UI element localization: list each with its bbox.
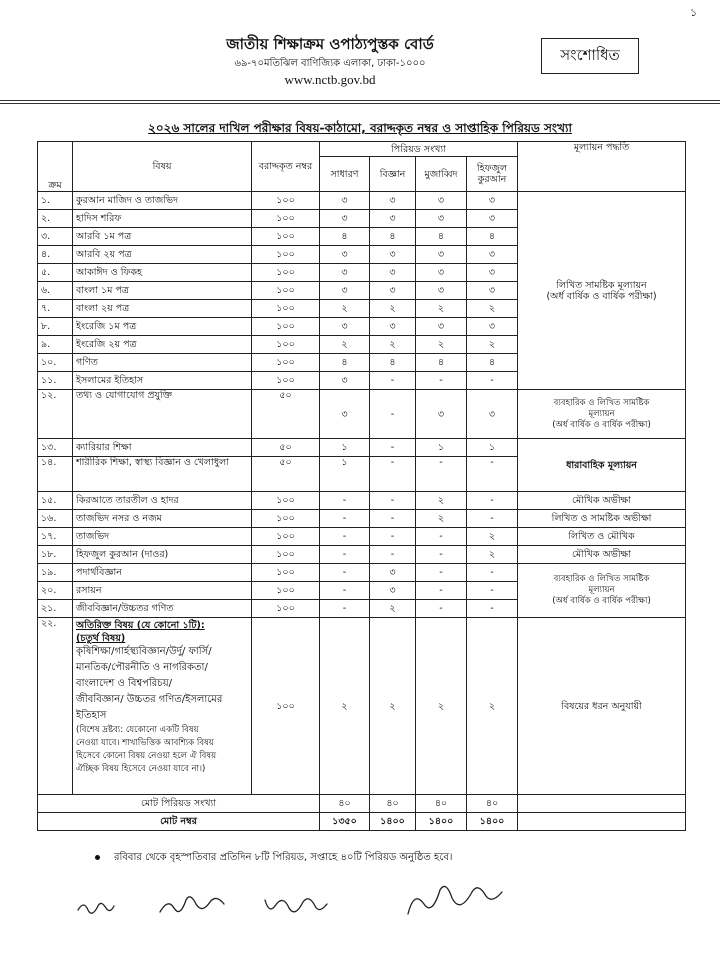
row-marks: ১০০ bbox=[252, 492, 320, 510]
total-marks-label: মোট নম্বর bbox=[38, 813, 320, 831]
row-hifzul: ৩ bbox=[467, 282, 518, 300]
row-subject: কুরআন মাজিদ ও তাজভিদ bbox=[73, 192, 252, 210]
revised-stamp: সংশোধিত bbox=[541, 38, 639, 74]
row-marks: ১০০ bbox=[252, 582, 320, 600]
total-marks-empty bbox=[518, 813, 686, 831]
row-marks: ১০০ bbox=[252, 192, 320, 210]
row-general: - bbox=[320, 582, 370, 600]
row-serial: ৩. bbox=[38, 228, 73, 246]
header-hifzul: হিফজুল কুরআন bbox=[467, 157, 518, 192]
row-hifzul: ৩ bbox=[467, 264, 518, 282]
row-marks: ৫০ bbox=[252, 457, 320, 492]
row-science: ৩ bbox=[370, 210, 416, 228]
assessment-written-summative-test: লিখিত ও সামষ্টিক অভীক্ষা bbox=[518, 510, 686, 528]
row-marks: ১০০ bbox=[252, 618, 320, 795]
row-marks: ১০০ bbox=[252, 600, 320, 618]
row-hifzul: ২ bbox=[467, 546, 518, 564]
row-science: ৪ bbox=[370, 354, 416, 372]
row-general: - bbox=[320, 528, 370, 546]
row-mujabbid: ৩ bbox=[416, 390, 467, 439]
total-marks-row bbox=[38, 813, 686, 831]
row-hifzul: - bbox=[467, 564, 518, 582]
row-hifzul: ২ bbox=[467, 528, 518, 546]
signature-3 bbox=[265, 899, 327, 912]
row-hifzul: ৩ bbox=[467, 192, 518, 210]
optional-subject-list: কৃষিশিক্ষা/গার্হস্থ্যবিজ্ঞান/উর্দু/ ফার্সি/ মানতিক/পৌরনীতি ও নাগরিকতা/ বাংলাদেশ ও বিশ্বপরিচয়/ জীববিজ্ঞান/ উচ্চতর গণিত/ইসলামের ইতিহাস bbox=[76, 646, 223, 721]
row-general: - bbox=[320, 492, 370, 510]
table-row bbox=[38, 492, 686, 510]
total-periods-label: মোট পিরিয়ড সংখ্যা bbox=[38, 795, 320, 813]
row-serial: ১. bbox=[38, 192, 73, 210]
row-hifzul: ২ bbox=[467, 618, 518, 795]
subject-structure-table bbox=[37, 141, 686, 831]
row-mujabbid: ৪ bbox=[416, 228, 467, 246]
row-hifzul: - bbox=[467, 510, 518, 528]
header-periods: পিরিয়ড সংখ্যা bbox=[320, 142, 518, 157]
row-hifzul: ৩ bbox=[467, 210, 518, 228]
row-science: ২ bbox=[370, 618, 416, 795]
row-marks: ১০০ bbox=[252, 246, 320, 264]
total-periods-science: ৪০ bbox=[370, 795, 416, 813]
table-row bbox=[38, 546, 686, 564]
row-marks: ১০০ bbox=[252, 354, 320, 372]
header-science: বিজ্ঞান bbox=[370, 157, 416, 192]
footnote-text: রবিবার থেকে বৃহস্পতিবার প্রতিদিন ৮টি পিরিয়ড, সপ্তাহে ৪০টি পিরিয়ড অনুষ্ঠিত হবে। bbox=[114, 852, 453, 863]
row-general: ৩ bbox=[320, 264, 370, 282]
row-serial: ২২. bbox=[38, 618, 73, 795]
org-address: ৬৯-৭০মতিঝিল বাণিজ্যিক এলাকা, ঢাকা-১০০০ bbox=[234, 58, 426, 69]
optional-subtitle: (চতুর্থ বিষয়) bbox=[76, 633, 126, 644]
row-hifzul: ২ bbox=[467, 300, 518, 318]
row-marks: ১০০ bbox=[252, 546, 320, 564]
row-marks: ৫০ bbox=[252, 390, 320, 439]
row-science: ২ bbox=[370, 600, 416, 618]
row-science: - bbox=[370, 390, 416, 439]
row-science: ৩ bbox=[370, 264, 416, 282]
row-mujabbid: ১ bbox=[416, 439, 467, 457]
row-general: ৪ bbox=[320, 354, 370, 372]
row-serial: ২০. bbox=[38, 582, 73, 600]
footnote bbox=[95, 850, 452, 867]
signature-4 bbox=[408, 886, 502, 914]
row-serial: ৫. bbox=[38, 264, 73, 282]
row-mujabbid: - bbox=[416, 546, 467, 564]
table-header-row bbox=[38, 142, 686, 157]
row-marks: ১০০ bbox=[252, 528, 320, 546]
row-mujabbid: ২ bbox=[416, 510, 467, 528]
row-general: ২ bbox=[320, 336, 370, 354]
row-subject: হিফজুল কুরআন (দাওর) bbox=[73, 546, 252, 564]
table-row bbox=[38, 564, 686, 582]
row-serial: ১৫. bbox=[38, 492, 73, 510]
total-periods-hifzul: ৪০ bbox=[467, 795, 518, 813]
total-periods-general: ৪০ bbox=[320, 795, 370, 813]
org-name: জাতীয় শিক্ষাক্রম ওপাঠ্যপুস্তক বোর্ড bbox=[226, 35, 434, 53]
row-serial: ১৩. bbox=[38, 439, 73, 457]
row-mujabbid: - bbox=[416, 582, 467, 600]
row-science: - bbox=[370, 439, 416, 457]
table-row bbox=[38, 510, 686, 528]
row-general: ৩ bbox=[320, 192, 370, 210]
header-serial: ক্রম bbox=[38, 142, 73, 192]
row-serial: ১৬. bbox=[38, 510, 73, 528]
row-subject: আকাঈদ ও ফিকহ bbox=[73, 264, 252, 282]
row-science: ৩ bbox=[370, 282, 416, 300]
row-marks: ১০০ bbox=[252, 564, 320, 582]
row-marks: ১০০ bbox=[252, 228, 320, 246]
row-general: - bbox=[320, 546, 370, 564]
row-subject: তথ্য ও যোগাযোগ প্রযুক্তি bbox=[73, 390, 252, 439]
row-serial: ১৭. bbox=[38, 528, 73, 546]
document-title: ২০২৬ সালের দাখিল পরীক্ষার বিষয়-কাঠামো, বরাদ্দকৃত নম্বর ও সাপ্তাহিক পিরিয়ড সংখ্যা bbox=[148, 121, 572, 135]
row-subject: জীববিজ্ঞান/উচ্চতর গণিত bbox=[73, 600, 252, 618]
header-rule-top bbox=[0, 100, 720, 101]
table-row bbox=[38, 528, 686, 546]
row-general: ২ bbox=[320, 300, 370, 318]
row-mujabbid: ৪ bbox=[416, 354, 467, 372]
row-serial: ৯. bbox=[38, 336, 73, 354]
assessment-continuous: ধারাবাহিক মূল্যায়ন bbox=[518, 439, 686, 492]
row-science: ৩ bbox=[370, 582, 416, 600]
row-science: - bbox=[370, 546, 416, 564]
table-row bbox=[38, 439, 686, 457]
row-marks: ৫০ bbox=[252, 439, 320, 457]
row-hifzul: - bbox=[467, 457, 518, 492]
row-subject: রসায়ন bbox=[73, 582, 252, 600]
row-subject: শারীরিক শিক্ষা, স্বাস্থ্য বিজ্ঞান ও খেলাধুলা bbox=[73, 457, 252, 492]
row-science: ২ bbox=[370, 300, 416, 318]
total-periods-row bbox=[38, 795, 686, 813]
row-subject: তাজভিদ bbox=[73, 528, 252, 546]
row-subject: গণিত bbox=[73, 354, 252, 372]
row-science: ৩ bbox=[370, 318, 416, 336]
assessment-written-summative: লিখিত সামষ্টিক মূল্যায়ন (অর্ধ বার্ষিক ও বার্ষিক পরীক্ষা) bbox=[518, 192, 686, 390]
assessment-written-oral: লিখিত ও মৌখিক bbox=[518, 528, 686, 546]
row-marks: ১০০ bbox=[252, 510, 320, 528]
row-hifzul: - bbox=[467, 372, 518, 390]
total-marks-science: ১৪০০ bbox=[370, 813, 416, 831]
row-subject: আরবি ১ম পত্র bbox=[73, 228, 252, 246]
bullet-icon bbox=[95, 855, 100, 860]
row-general: ৩ bbox=[320, 390, 370, 439]
row-science: ৪ bbox=[370, 228, 416, 246]
row-mujabbid: - bbox=[416, 600, 467, 618]
org-website: www.nctb.gov.bd bbox=[284, 72, 376, 87]
optional-title: অতিরিক্ত বিষয় (যে কোনো ১টি): bbox=[76, 620, 205, 631]
row-serial: ১২. bbox=[38, 390, 73, 439]
assessment-by-type: বিষয়ের ধরন অনুযায়ী bbox=[518, 618, 686, 795]
row-general: ২ bbox=[320, 618, 370, 795]
row-mujabbid: ৩ bbox=[416, 282, 467, 300]
table-row bbox=[38, 192, 686, 210]
row-general: ৩ bbox=[320, 210, 370, 228]
row-serial: ২. bbox=[38, 210, 73, 228]
row-science: ৩ bbox=[370, 246, 416, 264]
row-serial: ১৮. bbox=[38, 546, 73, 564]
row-hifzul: ৪ bbox=[467, 228, 518, 246]
row-hifzul: - bbox=[467, 582, 518, 600]
row-hifzul: ৩ bbox=[467, 246, 518, 264]
assessment-oral: মৌখিক অভীক্ষা bbox=[518, 492, 686, 510]
row-subject: ইসলামের ইতিহাস bbox=[73, 372, 252, 390]
row-subject: বাংলা ২য় পত্র bbox=[73, 300, 252, 318]
row-mujabbid: ২ bbox=[416, 300, 467, 318]
row-science: - bbox=[370, 528, 416, 546]
row-marks: ১০০ bbox=[252, 282, 320, 300]
total-marks-general: ১৩৫০ bbox=[320, 813, 370, 831]
row-serial: ৭. bbox=[38, 300, 73, 318]
row-science: - bbox=[370, 457, 416, 492]
row-science: - bbox=[370, 510, 416, 528]
row-subject: ইংরেজি ১ম পত্র bbox=[73, 318, 252, 336]
row-marks: ১০০ bbox=[252, 264, 320, 282]
total-periods-mujabbid: ৪০ bbox=[416, 795, 467, 813]
signature-1 bbox=[78, 903, 114, 913]
row-mujabbid: ২ bbox=[416, 336, 467, 354]
row-serial: ৮. bbox=[38, 318, 73, 336]
row-serial: ১৯. bbox=[38, 564, 73, 582]
row-subject: ইংরেজি ২য় পত্র bbox=[73, 336, 252, 354]
optional-note: (বিশেষ দ্রষ্টব্য: যেকোনো একটি বিষয় নেওয়া যাবে। শাখাভিত্তিক আবশ্যিক বিষয় হিসেবে কোনো বিষয় নেওয়া হলে ঐ বিষয় ঐচ্ছিক বিষয় হিসেবে নেওয়া যাবে না।) bbox=[76, 725, 217, 774]
row-general: ১ bbox=[320, 439, 370, 457]
row-general: - bbox=[320, 510, 370, 528]
row-marks: ১০০ bbox=[252, 318, 320, 336]
row-mujabbid: ২ bbox=[416, 618, 467, 795]
row-mujabbid: ৩ bbox=[416, 264, 467, 282]
row-hifzul: ৩ bbox=[467, 318, 518, 336]
assessment-oral-test: মৌখিক অভীক্ষা bbox=[518, 546, 686, 564]
table-row bbox=[38, 390, 686, 439]
row-serial: ৪. bbox=[38, 246, 73, 264]
row-science: ২ bbox=[370, 336, 416, 354]
row-mujabbid: - bbox=[416, 564, 467, 582]
row-science: - bbox=[370, 372, 416, 390]
row-general: ৩ bbox=[320, 318, 370, 336]
row-marks: ১০০ bbox=[252, 372, 320, 390]
signatures bbox=[70, 880, 550, 930]
table-row-optional-subject bbox=[38, 618, 686, 795]
row-general: ৩ bbox=[320, 372, 370, 390]
signature-2 bbox=[160, 897, 224, 912]
row-general: ৩ bbox=[320, 246, 370, 264]
row-science: - bbox=[370, 492, 416, 510]
row-mujabbid: ৩ bbox=[416, 318, 467, 336]
row-subject: ক্যারিয়ার শিক্ষা bbox=[73, 439, 252, 457]
total-marks-hifzul: ১৪০০ bbox=[467, 813, 518, 831]
row-mujabbid: ২ bbox=[416, 492, 467, 510]
header-subject: বিষয় bbox=[73, 142, 252, 192]
row-marks: ১০০ bbox=[252, 210, 320, 228]
row-subject: বাংলা ১ম পত্র bbox=[73, 282, 252, 300]
row-mujabbid: ৩ bbox=[416, 192, 467, 210]
row-serial: ১৪. bbox=[38, 457, 73, 492]
row-serial: ৬. bbox=[38, 282, 73, 300]
header-mujabbid: মুজাব্বিদ bbox=[416, 157, 467, 192]
header-assessment: মূল্যায়ন পদ্ধতি bbox=[518, 142, 686, 192]
row-general: - bbox=[320, 564, 370, 582]
row-general: ৩ bbox=[320, 282, 370, 300]
row-subject: তাজভিদ নসর ও নজম bbox=[73, 510, 252, 528]
row-hifzul: ২ bbox=[467, 336, 518, 354]
row-general: ৪ bbox=[320, 228, 370, 246]
row-mujabbid: ৩ bbox=[416, 210, 467, 228]
row-mujabbid: ৩ bbox=[416, 246, 467, 264]
row-mujabbid: - bbox=[416, 457, 467, 492]
header-marks: বরাদ্দকৃত নম্বর bbox=[252, 142, 320, 192]
row-general: ১ bbox=[320, 457, 370, 492]
row-hifzul: - bbox=[467, 492, 518, 510]
assessment-practical-written-science: ব্যবহারিক ও লিখিত সামষ্টিক মূল্যায়ন (অর্ধ বার্ষিক ও বার্ষিক পরীক্ষা) bbox=[518, 564, 686, 618]
row-marks: ১০০ bbox=[252, 300, 320, 318]
row-science: ৩ bbox=[370, 192, 416, 210]
row-hifzul: ৪ bbox=[467, 354, 518, 372]
row-subject: কিরআতে তারতীল ও হাদর bbox=[73, 492, 252, 510]
row-marks: ১০০ bbox=[252, 336, 320, 354]
row-subject: পদার্থবিজ্ঞান bbox=[73, 564, 252, 582]
row-hifzul: ৩ bbox=[467, 390, 518, 439]
total-marks-mujabbid: ১৪০০ bbox=[416, 813, 467, 831]
row-science: ৩ bbox=[370, 564, 416, 582]
row-subject-optional bbox=[73, 618, 252, 795]
row-serial: ১০. bbox=[38, 354, 73, 372]
row-mujabbid: - bbox=[416, 528, 467, 546]
page-number: ১ bbox=[690, 6, 698, 19]
row-hifzul: ১ bbox=[467, 439, 518, 457]
row-subject: হাদিস শরিফ bbox=[73, 210, 252, 228]
header-rule-bottom bbox=[0, 103, 720, 104]
row-serial: ১১. bbox=[38, 372, 73, 390]
row-subject: আরবি ২য় পত্র bbox=[73, 246, 252, 264]
row-serial: ২১. bbox=[38, 600, 73, 618]
total-periods-empty bbox=[518, 795, 686, 813]
letterhead bbox=[180, 34, 480, 88]
assessment-practical-written: ব্যবহারিক ও লিখিত সামষ্টিক মূল্যায়ন (অর্ধ বার্ষিক ও বার্ষিক পরীক্ষা) bbox=[518, 390, 686, 439]
row-general: - bbox=[320, 600, 370, 618]
header-general: সাধারণ bbox=[320, 157, 370, 192]
row-mujabbid: - bbox=[416, 372, 467, 390]
row-hifzul: - bbox=[467, 600, 518, 618]
